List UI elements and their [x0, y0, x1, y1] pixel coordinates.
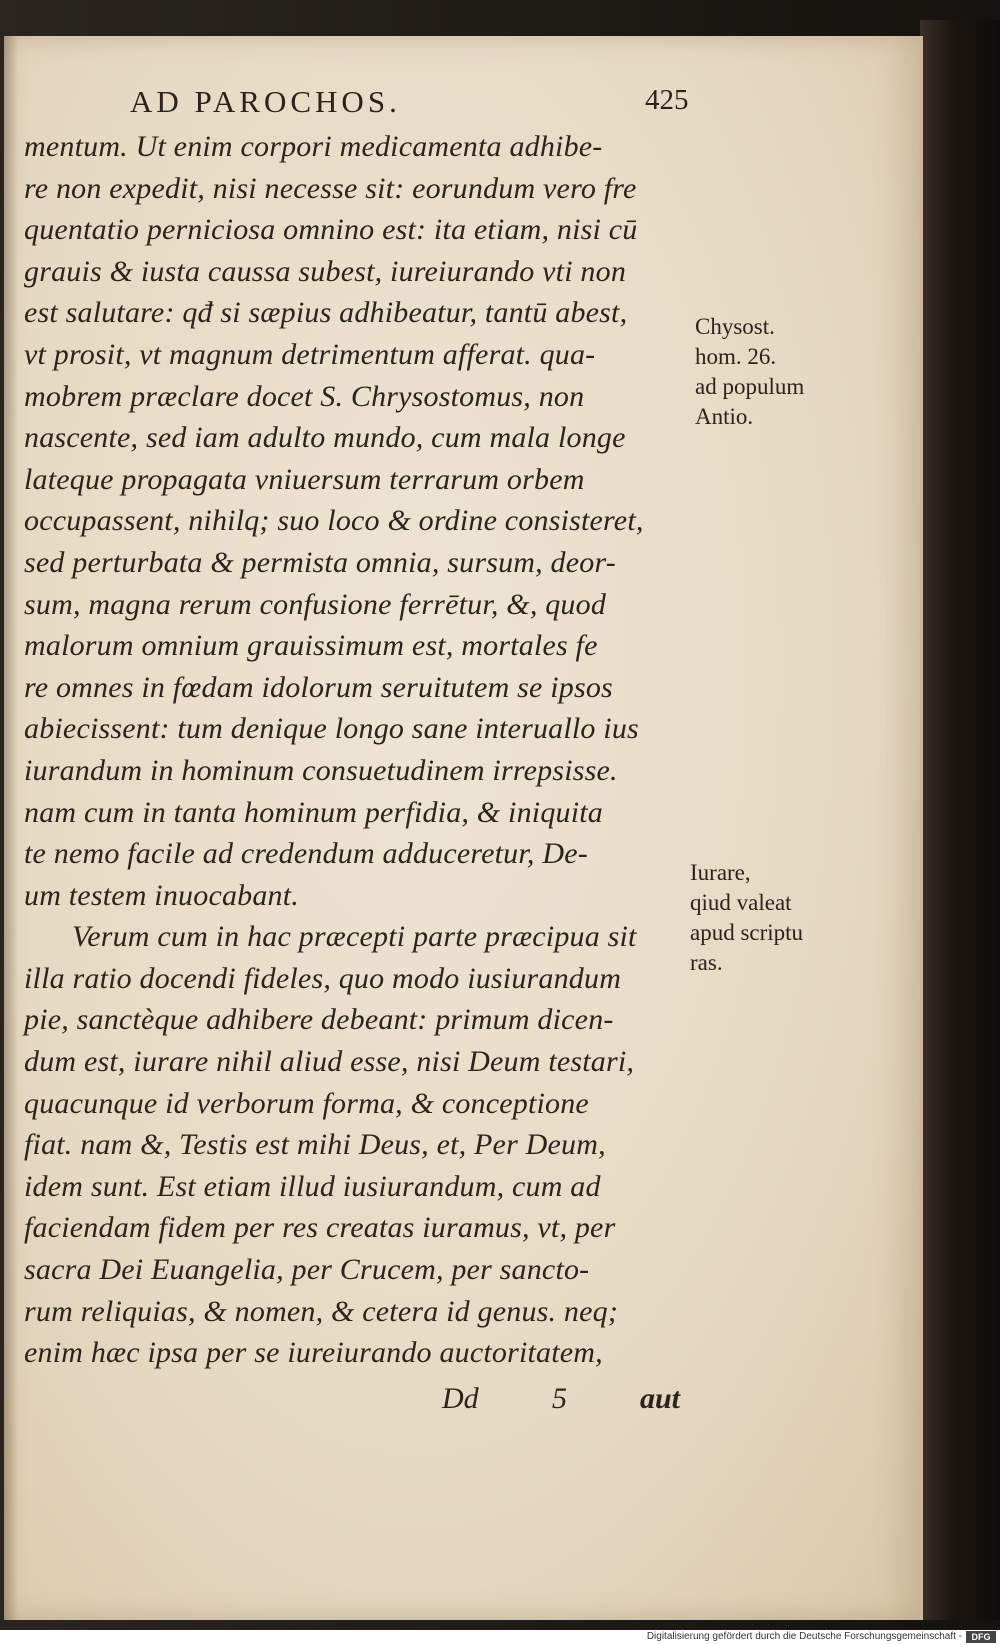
body-text — [24, 126, 694, 1374]
text-line: lateque propagata vniuersum terrarum orbem — [24, 462, 585, 496]
margin-line: qiud valeat — [690, 890, 792, 915]
text-line: est salutare: qđ si sæpius adhibeatur, tantū abest, — [24, 296, 628, 330]
text-line: Verum cum in hac præcepti parte præcipua sit — [72, 920, 637, 954]
text-line: abiecissent: tum denique longo sane interuallo ius — [24, 712, 639, 746]
margin-line: apud scriptu — [690, 920, 804, 945]
running-head: AD PAROCHOS. — [130, 84, 401, 119]
text-line: re omnes in fœdam idolorum seruitutem se ipsos — [24, 670, 613, 704]
gutter-shadow — [4, 36, 18, 1620]
text-line: quacunque id verborum forma, & conceptione — [24, 1086, 589, 1120]
text-line: re non expedit, nisi necesse sit: eorundum vero fre — [24, 171, 637, 205]
text-line: idem sunt. Est etiam illud iusiurandum, cum ad — [24, 1169, 601, 1203]
text-line: mentum. Ut enim corpori medicamenta adhibe- — [24, 130, 603, 163]
margin-line: Iurare, — [690, 860, 751, 885]
text-line: occupassent, nihilq; suo loco & ordine consisteret, — [24, 504, 644, 538]
marginal-note-iurare — [690, 858, 803, 978]
text-line: te nemo facile ad credendum adduceretur, De- — [24, 837, 588, 871]
text-line: faciendam fidem per res creatas iuramus, vt, per — [24, 1211, 616, 1245]
margin-line: ras. — [690, 950, 723, 975]
text-line: mobrem præclare docet S. Chrysostomus, non — [24, 379, 585, 413]
text-line: iurandum in hominum consuetudinem irrepsisse. — [24, 753, 618, 787]
text-line: rum reliquias, & nomen, & cetera id genus. neq; — [24, 1294, 619, 1328]
text-line: quentatio perniciosa omnino est: ita etiam, nisi cū — [24, 213, 638, 247]
margin-line: Antio. — [695, 404, 754, 429]
signature-number: 5 — [552, 1382, 567, 1415]
text-line: nam cum in tanta hominum perfidia, & iniquita — [24, 795, 603, 829]
marginal-note-chrysostom — [695, 312, 804, 432]
text-line: sacra Dei Euangelia, per Crucem, per sancto- — [24, 1253, 590, 1287]
page-number: 425 — [645, 84, 689, 116]
catchword: aut — [640, 1382, 681, 1415]
margin-line: hom. 26. — [695, 344, 777, 369]
text-line: grauis & iusta caussa subest, iureiurando vti non — [24, 254, 627, 288]
text-line: nascente, sed iam adulto mundo, cum mala longe — [24, 421, 626, 455]
text-line: dum est, iurare nihil aliud esse, nisi Deum testari, — [24, 1045, 635, 1079]
text-line: enim hæc ipsa per se iureiurando auctoritatem, — [24, 1336, 603, 1370]
text-line: um testem inuocabant. — [24, 878, 299, 912]
text-line: sum, magna rerum confusione ferrētur, &, quod — [24, 587, 607, 621]
margin-line: Chysost. — [695, 314, 775, 339]
text-line: malorum omnium grauissimum est, mortales fe — [24, 629, 598, 663]
text-line: fiat. nam &, Testis est mihi Deus, et, Per Deum, — [24, 1128, 606, 1162]
margin-line: ad populum — [695, 374, 805, 399]
footer-bar — [0, 1630, 1000, 1645]
signature-mark: Dd — [442, 1382, 479, 1415]
text-line: pie, sanctèque adhibere debeant: primum dicen- — [24, 1003, 614, 1037]
text-line: illa ratio docendi fideles, quo modo iusiurandum — [24, 961, 622, 995]
book-edge — [920, 20, 1000, 1620]
funding-notice: Digitalisierung gefördert durch die Deutsche Forschungsgemeinschaft - — [646, 1631, 962, 1642]
text-line: sed perturbata & permista omnia, sursum, deor- — [24, 545, 616, 579]
text-line: vt prosit, vt magnum detrimentum afferat. qua- — [24, 337, 596, 371]
dfg-logo: DFG — [966, 1631, 996, 1643]
